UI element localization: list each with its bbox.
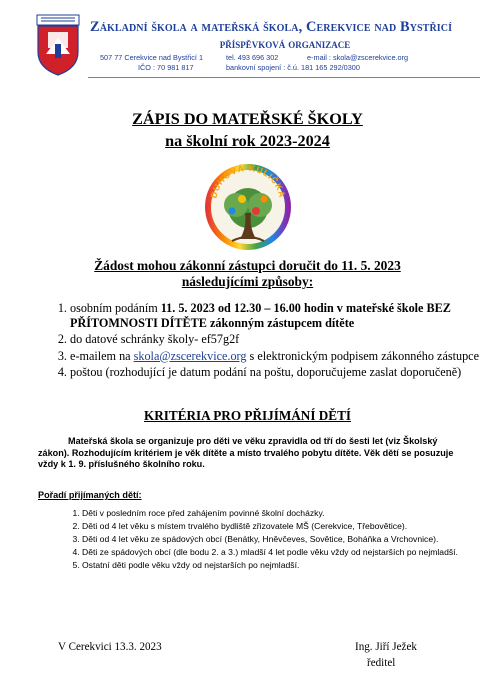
contact-line-2: [100, 63, 480, 73]
contact-line-1: [100, 53, 480, 63]
admission-order-list: [62, 508, 480, 572]
place-and-date: V Cerekvici 13.3. 2023: [58, 641, 162, 653]
school-phone: tel. 493 696 302: [226, 53, 279, 62]
school-crest-icon: [36, 14, 80, 76]
admission-order-item: 5. Ostatní děti podle věku vždy od nejstarších po nejmladší.: [82, 560, 480, 572]
admission-order-item: 2. Děti od 4 let věku s místem trvalého bydliště zřizovatele MŠ (Cerekvice, Třebovětice).: [82, 521, 480, 533]
document-subtitle: na školní rok 2023-2024: [165, 132, 330, 150]
submission-methods-list: [40, 301, 480, 382]
school-name: Základní škola a mateřská škola, Cerekvice nad Bystřicí: [90, 19, 453, 35]
organization-type: příspěvková organizace: [219, 37, 351, 51]
method-in-person: 1. osobním podáním 11. 5. 2023 od 12.30 – 16.00 hodin v mateřské škole BEZ PŘÍTOMNOSTI DÍTĚTE zákonným zástupcem dítěte: [70, 301, 480, 330]
document-title: ZÁPIS DO MATEŘSKÉ ŠKOLY: [132, 110, 363, 128]
signatory-name: Ing. Jiří Ježek: [355, 641, 417, 653]
admission-order-item: 3. Děti od 4 let věku ze spádových obcí (Benátky, Hněvčeves, Sovětice, Boháňka a Vrchovnice).: [82, 534, 480, 546]
admission-order-item: 1. Děti v posledním roce před zahájením povinné školní docházky.: [82, 508, 480, 520]
school-email-link[interactable]: skola@zscerekvice.org: [133, 348, 247, 363]
method-data-box: 2. do datové schránky školy- ef57g2f: [70, 332, 480, 347]
submission-deadline: Žádost mohou zákonní zástupci doručit do 11. 5. 2023: [94, 258, 401, 273]
header-divider: [88, 77, 480, 78]
method-email: 3. e-mailem na skola@zscerekvice.org s elektronickým podpisem zákonného zástupce: [70, 349, 480, 364]
criteria-heading: KRITÉRIA PRO PŘIJÍMÁNÍ DĚTÍ: [144, 408, 351, 423]
signatory-role: ředitel: [367, 657, 396, 669]
kindergarten-logo-icon: [186, 163, 310, 251]
admission-order-item: 4. Děti ze spádových obcí (dle bodu 2. a 3.) mladší 4 let podle věku vždy od nejstarších po nejmladší.: [82, 547, 480, 559]
criteria-intro: Mateřská škola se organizuje pro děti ve věku zpravidla od tří do šesti let (viz Školský zákon). Rozhodujícím kritériem je věk dítěte a místo trvalého pobytu dítěte. Věk dětí se posuzuje vždy k 1. 9. příslušného školního roku.: [38, 436, 454, 469]
school-email: e-mail : skola@zscerekvice.org: [307, 53, 409, 62]
school-ico: IČO : 70 981 817: [138, 63, 194, 72]
logo-text: DUHOVÁ KULIČKA: [208, 163, 288, 200]
method-post: 4. poštou (rozhodující je datum podání na poštu, doporučujeme zaslat doporučeně): [70, 365, 480, 380]
submission-methods-heading: následujícími způsoby:: [181, 274, 314, 289]
admission-order-heading: Pořadí přijímaných dětí:: [38, 490, 142, 500]
school-address: 507 77 Cerekvice nad Bystřicí 1: [100, 53, 204, 62]
school-bank: bankovní spojení : č.ú. 181 165 292/0300: [226, 63, 360, 72]
